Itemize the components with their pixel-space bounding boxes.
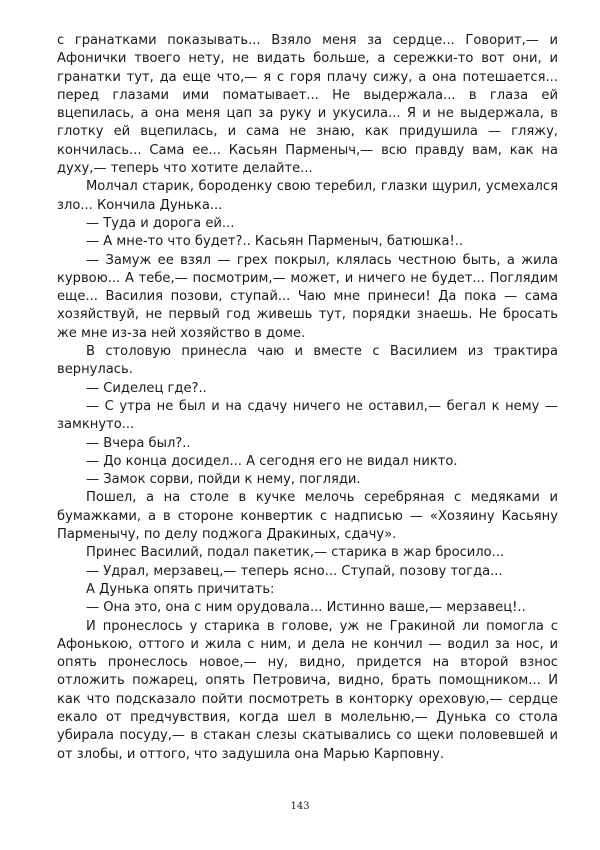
paragraph-continued: с гранатками показывать... Взяло меня за сердце... Говорит,— и Афонички твоего нету, не видать больше, а сережки-то вот они, и гранатки тут, да еще что,— я с горя плачу сижу, а она потешается... перед глазами ими поматывает... Не выдержала... в глаза ей вцепилась, а она меня цап за руку и укусила... Я и не выдержала, в глотку ей вцепилась, и сама не знаю, как придушила — гляжу, кончилась... Сама ее... Касьян Парменыч,— всю правду вам, как на духу,— теперь что хотите делайте... <box>57 33 558 177</box>
dialogue-line: — Туда и дорога ей... <box>86 215 235 231</box>
dialogue-line: — Вчера был?.. <box>86 435 191 451</box>
paragraph: Молчал старик, бороденку свою теребил, глазки щурил, усмехался зло... Кончила Дунька... <box>57 179 558 213</box>
dialogue-line: — Сиделец где?.. <box>86 380 207 396</box>
dialogue-line: — Замуж ее взял — грех покрыл, клялась честною быть, а жила курвою... А тебе,— посмотрим,— может, и ничего не будет... Поглядим еще... Василия позови, ступай... Чаю мне принеси! Да пока — сама хозяйствуй, не первый год живешь тут, порядки знаешь. Не бросать же мне из-за ней хозяйство в доме. <box>57 252 558 341</box>
paragraph: И пронеслось у старика в голове, уж не Гракиной ли помогла с Афонькою, оттого и жила с ним, и дела не кончил — водил за нос, и опять пронеслось новое,— ну, видно, придется на второй взнос отложить пожарец, опять Петровича, видно, брать помощником... И как что подсказало пойти посмотреть в конторку ореховую,— сердце екало от предчувствия, когда шел в молельню,— Дунька со стола убирала посуду,— в стакан слезы скатывались со щеки половевшей и от злобы, и оттого, что задушила она Марью Карповну. <box>57 618 558 762</box>
paragraph: А Дунька опять причитать: <box>86 581 275 597</box>
dialogue-line: — А мне-то что будет?.. Касьян Парменыч, батюшка!.. <box>86 234 464 250</box>
page-number: 143 <box>290 801 310 812</box>
dialogue-line: — Она это, она с ним орудовала... Истинно ваше,— мерзавец!.. <box>86 600 526 616</box>
paragraph: В столовую принесла чаю и вместе с Василием из трактира вернулась. <box>57 344 558 378</box>
dialogue-line: — Замок сорви, пойди к нему, погляди. <box>86 472 361 488</box>
paragraph: Принес Василий, подал пакетик,— старика в жар бросило... <box>86 545 505 561</box>
page-text <box>57 32 558 764</box>
dialogue-line: — До конца досидел... А сегодня его не видал никто. <box>86 453 458 469</box>
paragraph: Пошел, а на столе в кучке мелочь серебряная с медяками и бумажками, а в стороне конвертик с надписью — «Хозяину Касьяну Парменычу, по делу поджога Дракиных, сдачу». <box>57 490 558 543</box>
dialogue-line: — С утра не был и на сдачу ничего не оставил,— бегал к нему — замкнуто... <box>57 398 558 433</box>
dialogue-line: — Удрал, мерзавец,— теперь ясно... Ступай, позову тогда... <box>86 563 503 579</box>
